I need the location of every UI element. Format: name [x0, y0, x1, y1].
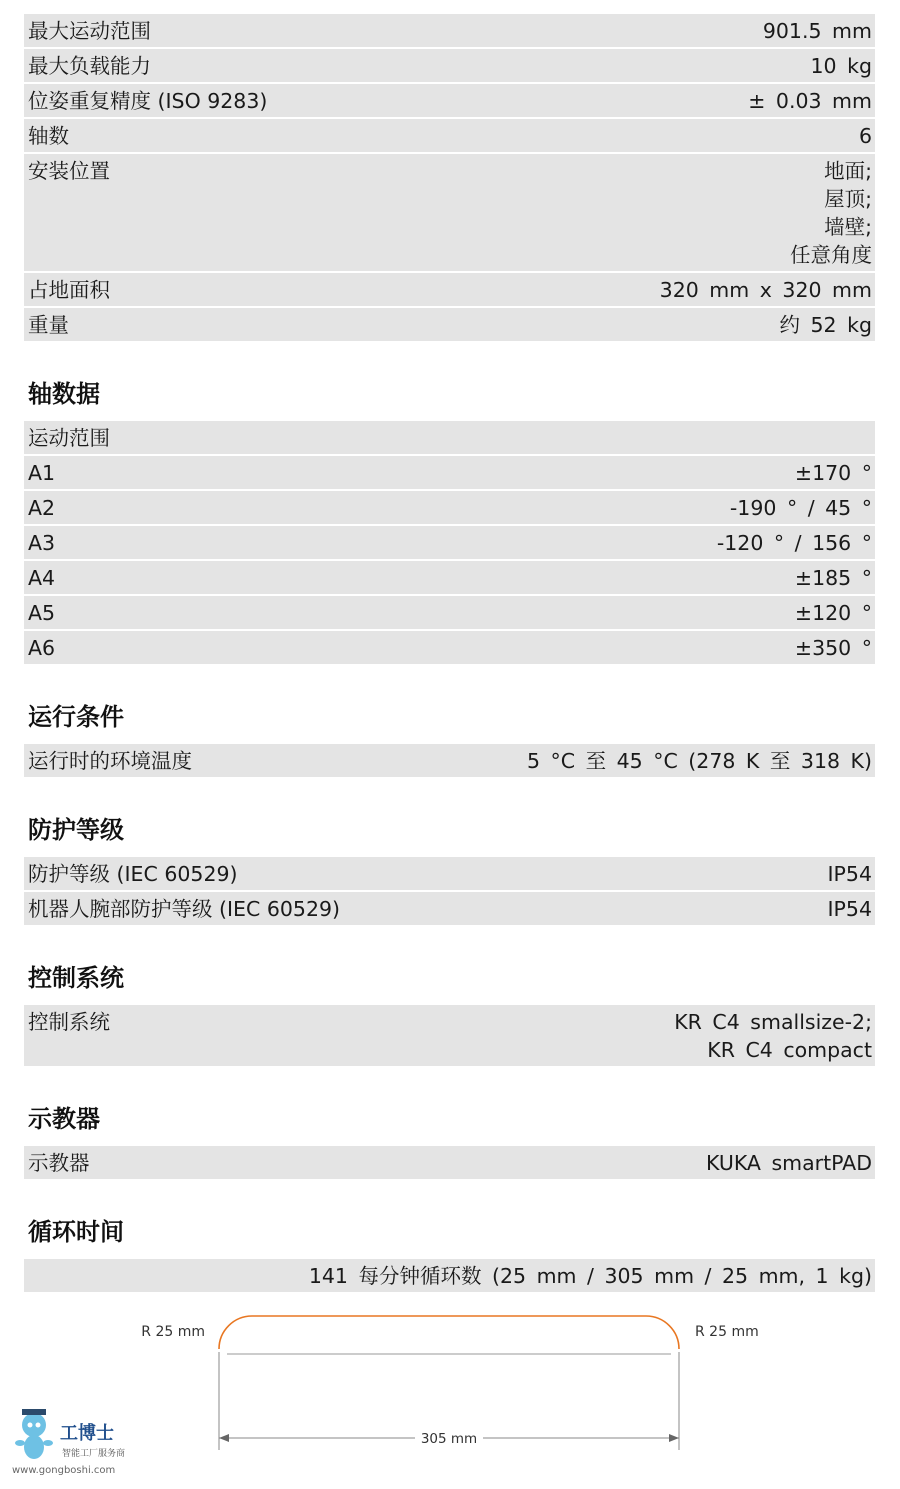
section-title-control: 控制系统 [28, 964, 124, 992]
mascot-icon [15, 1409, 53, 1459]
wrist-protection-row: 机器人腕部防护等级 (IEC 60529) IP54 [24, 892, 875, 927]
axis-row-a5: A5 ±120 ° [24, 596, 875, 631]
section-title-axis: 轴数据 [28, 380, 100, 408]
dimension-arrow-right [669, 1434, 679, 1442]
axis-header-row: 运动范围 [24, 421, 875, 456]
section-title-operating: 运行条件 [28, 703, 124, 731]
mounting-values: 地面; 屋顶; 墙壁; 任意角度 [790, 159, 872, 267]
radius-right-label: R 25 mm [695, 1324, 759, 1340]
section-title-cycle: 循环时间 [28, 1218, 124, 1246]
spec-row-repeatability: 位姿重复精度 (ISO 9283) ± 0.03 mm [24, 84, 875, 119]
url-text: www.gongboshi.com [12, 1465, 116, 1476]
radius-left-label: R 25 mm [141, 1324, 205, 1340]
axis-row-a4: A4 ±185 ° [24, 561, 875, 596]
spec-row-weight: 重量 约 52 kg [24, 308, 875, 343]
axis-row-a3: A3 -120 ° / 156 ° [24, 526, 875, 561]
tagline-text: 智能工厂服务商 [62, 1449, 126, 1459]
length-label: 305 mm [420, 1431, 478, 1447]
operating-temp-row: 运行时的环境温度 5 °C 至 45 °C (278 K 至 318 K) [24, 744, 875, 779]
axis-row-a1: A1 ±170 ° [24, 456, 875, 491]
section-title-pendant: 示教器 [28, 1105, 100, 1133]
spec-sheet [24, 14, 875, 1294]
brand-text: 工博士 [60, 1423, 114, 1444]
control-row: 控制系统 KR C4 smallsize-2; KR C4 compact [24, 1005, 875, 1068]
axis-row-a2: A2 -190 ° / 45 ° [24, 491, 875, 526]
axis-row-a6: A6 ±350 ° [24, 631, 875, 666]
watermark-logo [8, 1403, 148, 1483]
spec-row-payload: 最大负载能力 10 kg [24, 49, 875, 84]
cycle-path-curve [219, 1316, 679, 1349]
spec-row-reach: 最大运动范围 901.5 mm [24, 14, 875, 49]
dimension-arrow-left [219, 1434, 229, 1442]
pendant-row: 示教器 KUKA smartPAD [24, 1146, 875, 1181]
spec-row-footprint: 占地面积 320 mm x 320 mm [24, 273, 875, 308]
protection-row: 防护等级 (IEC 60529) IP54 [24, 857, 875, 892]
section-title-protection: 防护等级 [28, 816, 124, 844]
axis-table [24, 421, 875, 666]
general-specs-table [24, 14, 875, 343]
spec-row-mounting: 安装位置 地面; 屋顶; 墙壁; 任意角度 [24, 154, 875, 273]
spec-row-axes: 轴数 6 [24, 119, 875, 154]
cycle-row: 141 每分钟循环数 (25 mm / 305 mm / 25 mm, 1 kg) [24, 1259, 875, 1294]
